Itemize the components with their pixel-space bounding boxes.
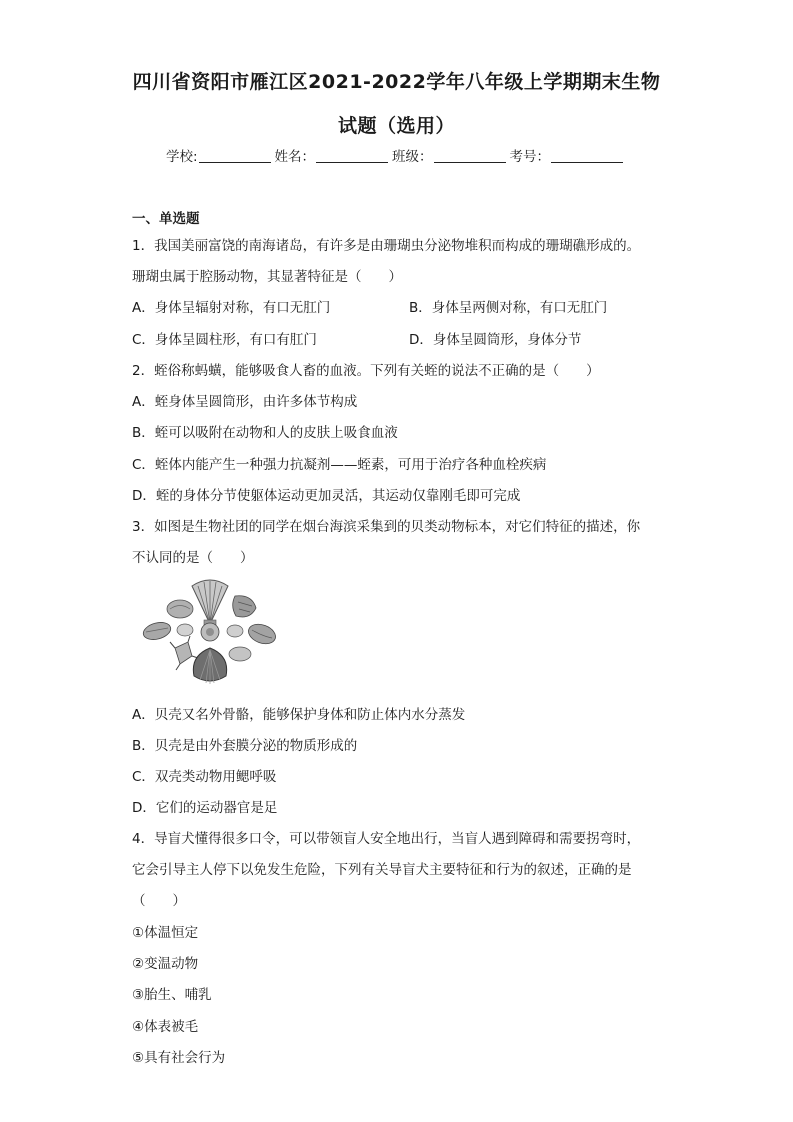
scallop-shell-bottom xyxy=(193,648,226,684)
q2-option-b[interactable]: B．蛭可以吸附在动物和人的皮肤上吸食血液 xyxy=(132,425,398,441)
q2-option-a[interactable]: A．蛭身体呈圆筒形，由许多体节构成 xyxy=(132,394,358,410)
q3-stem-line2: 不认同的是（ ） xyxy=(132,550,254,566)
exam-number-blank[interactable] xyxy=(551,148,623,163)
q2-stem: 2．蛭俗称蚂蟥，能够吸食人畜的血液。下列有关蛭的说法不正确的是（ ） xyxy=(132,363,600,379)
exam-number-label: 考号： xyxy=(509,149,551,165)
q3-option-c[interactable]: C．双壳类动物用鳃呼吸 xyxy=(132,769,277,785)
q1-option-c[interactable]: C．身体呈圆柱形，有口有肛门 xyxy=(132,332,317,348)
q4-item-4: ④体表被毛 xyxy=(132,1019,199,1035)
conch-shell-right-top xyxy=(233,596,256,617)
exam-title-line2: 试题（选用） xyxy=(337,115,455,137)
q4-stem-line1: 4．导盲犬懂得很多口令，可以带领盲人安全地出行，当盲人遇到障碍和需要拐弯时， xyxy=(132,831,641,847)
school-label: 学校: xyxy=(165,149,198,165)
class-label: 班级： xyxy=(392,149,433,165)
small-shells-center xyxy=(177,623,243,641)
clam-shell-left-top xyxy=(167,600,193,618)
scallop-shell-top xyxy=(192,580,228,626)
shell-specimens-image xyxy=(140,576,280,686)
name-blank[interactable] xyxy=(316,148,388,163)
school-blank[interactable] xyxy=(199,148,271,163)
q4-item-1: ①体温恒定 xyxy=(132,925,199,941)
q1-option-d[interactable]: D．身体呈圆筒形，身体分节 xyxy=(409,332,582,348)
q3-option-d[interactable]: D．它们的运动器官是足 xyxy=(132,800,278,816)
q1-option-a[interactable]: A．身体呈辐射对称，有口无肛门 xyxy=(132,300,331,316)
shells-illustration xyxy=(140,576,280,686)
q4-item-5: ⑤具有社会行为 xyxy=(132,1050,226,1066)
q1-option-b[interactable]: B．身体呈两侧对称，有口无肛门 xyxy=(409,300,608,316)
name-label: 姓名： xyxy=(274,149,316,165)
q3-option-b[interactable]: B．贝壳是由外套膜分泌的物质形成的 xyxy=(132,738,358,754)
q1-stem-line1: 1．我国美丽富饶的南海诸岛，有许多是由珊瑚虫分泌物堆积而构成的珊瑚礁形成的。 xyxy=(132,238,641,254)
q2-option-d[interactable]: D．蛭的身体分节使躯体运动更加灵活，其运动仅靠刚毛即可完成 xyxy=(132,488,521,504)
q4-stem-line3: （ ） xyxy=(132,893,186,909)
spiral-shell-right xyxy=(246,621,278,647)
clam-shell-lower-right xyxy=(229,647,251,661)
q2-option-c[interactable]: C．蛭体内能产生一种强力抗凝剂——蛭素，可用于治疗各种血栓疾病 xyxy=(132,457,547,473)
q4-stem-line2: 它会引导主人停下以免发生危险，下列有关导盲犬主要特征和行为的叙述，正确的是 xyxy=(132,862,632,878)
q1-stem-line2: 珊瑚虫属于腔肠动物，其显著特征是（ ） xyxy=(132,269,402,285)
student-info-row xyxy=(0,145,793,165)
q4-item-3: ③胎生、哺乳 xyxy=(132,987,212,1003)
cone-shell-left xyxy=(141,620,172,643)
q4-item-2: ②变温动物 xyxy=(132,956,199,972)
section-title: 一、单选题 xyxy=(132,211,200,227)
exam-title-line1: 四川省资阳市雁江区2021-2022学年八年级上学期期末生物 xyxy=(132,71,661,93)
q3-option-a[interactable]: A．贝壳又名外骨骼，能够保护身体和防止体内水分蒸发 xyxy=(132,707,466,723)
q3-stem-line1: 3．如图是生物社团的同学在烟台海滨采集到的贝类动物标本，对它们特征的描述，你 xyxy=(132,519,641,535)
class-blank[interactable] xyxy=(434,148,506,163)
